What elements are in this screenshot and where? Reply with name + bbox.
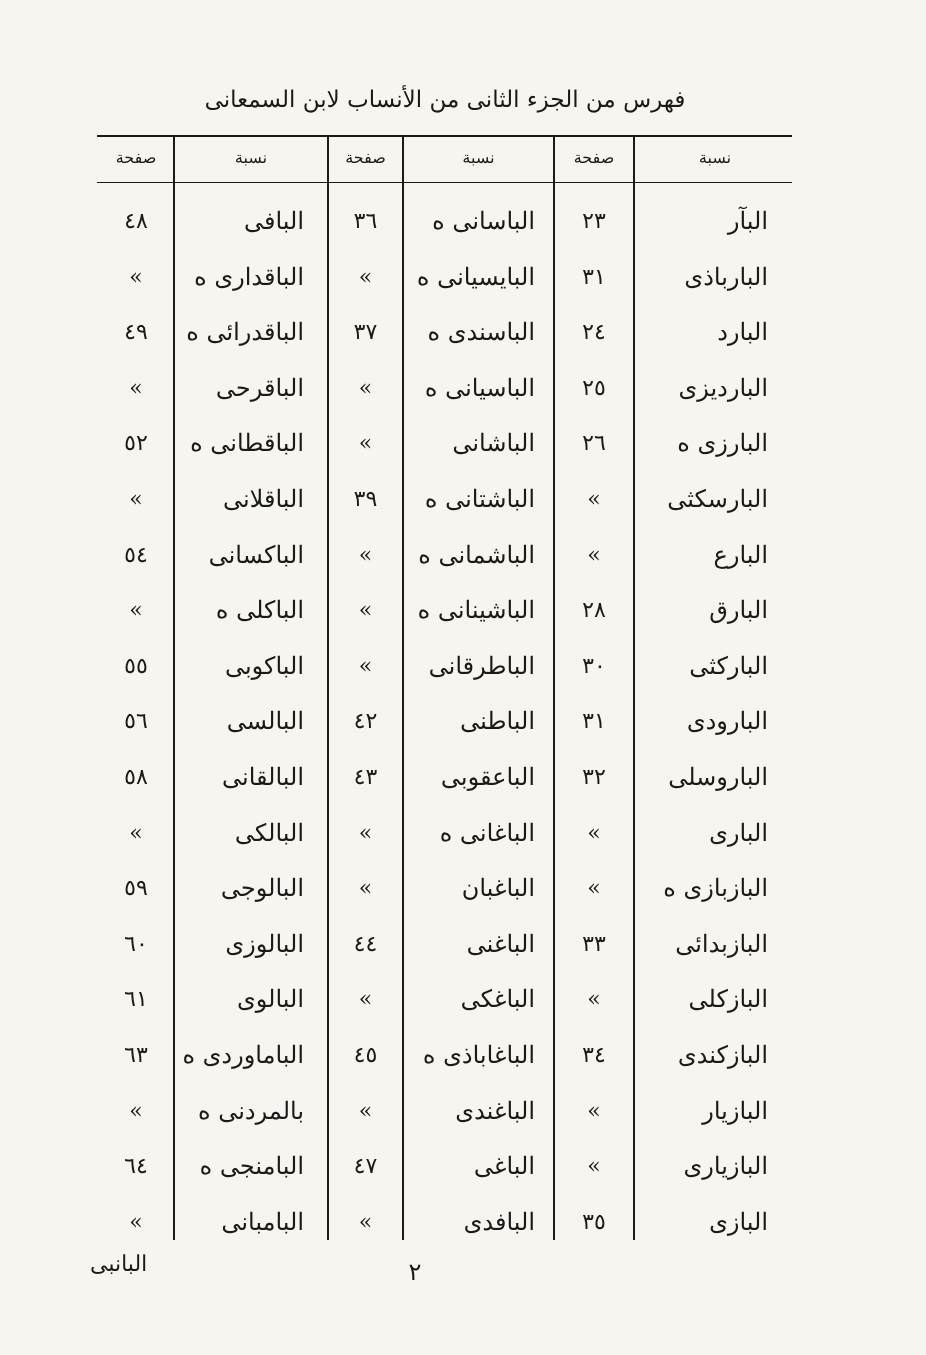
table-row	[0, 1028, 926, 1084]
table-row	[0, 361, 926, 417]
page-cell: ٢٤	[582, 320, 606, 346]
page-cell: ٤٧	[353, 1154, 378, 1180]
nisba-cell: البارع	[713, 540, 768, 569]
page-cell: ٣٥	[582, 1209, 606, 1235]
page-cell: »	[358, 1209, 373, 1235]
nisba-cell: الباسندى ه	[427, 318, 535, 347]
page-cell: ٣٠	[582, 653, 606, 679]
page-cell: »	[129, 486, 143, 512]
page-cell: ٤٩	[124, 320, 148, 346]
nisba-cell: الباسيانى ه	[424, 373, 535, 402]
page-cell: ٥٥	[124, 653, 148, 679]
header-safha-col3: صفحة	[115, 148, 157, 167]
page-cell: ٢٥	[582, 375, 606, 401]
header-nisba-col3: نسبة	[234, 148, 268, 167]
nisba-cell: البافدى	[463, 1207, 535, 1236]
page-cell: »	[129, 1098, 143, 1124]
page-cell: ٤٢	[353, 709, 378, 735]
nisba-cell: البازيار	[702, 1096, 768, 1125]
nisba-cell: الباكسانى	[208, 540, 304, 569]
header-safha-col1: صفحة	[573, 148, 615, 167]
nisba-cell: البارق	[709, 596, 768, 625]
nisba-cell: الباغبان	[461, 874, 535, 903]
page-cell: ٣١	[582, 264, 606, 290]
nisba-cell: الباغانى ه	[439, 818, 535, 847]
page-cell: ٣٧	[353, 320, 378, 346]
page-cell: »	[358, 653, 373, 679]
nisba-cell: الباقلانى	[222, 484, 304, 513]
page-cell: ٢٨	[582, 598, 606, 624]
nisba-cell: الباسانى ه	[432, 207, 535, 235]
header-nisba-col1: نسبة	[698, 148, 732, 167]
page-cell: ٦١	[124, 987, 148, 1013]
nisba-cell: البازكندى	[677, 1040, 768, 1069]
table-row	[0, 694, 926, 750]
nisba-cell: الباطنى	[460, 707, 535, 736]
page-cell: ٦٠	[124, 931, 148, 957]
page-cell: »	[587, 486, 601, 512]
table-row	[0, 861, 926, 917]
nisba-cell: الباغى	[473, 1152, 535, 1181]
page-cell: »	[129, 598, 143, 624]
nisba-cell: الباكلى ه	[215, 596, 304, 625]
page-cell: ٤٤	[353, 931, 378, 957]
page-cell: ٣١	[582, 709, 606, 735]
page-cell: ٤٣	[353, 764, 378, 790]
nisba-cell: البالوى	[236, 985, 304, 1014]
page-cell: »	[587, 542, 601, 568]
nisba-cell: الباشمانى ه	[418, 540, 535, 569]
nisba-cell: البازكلى	[688, 985, 768, 1014]
nisba-cell: الباشينانى ه	[417, 596, 535, 625]
nisba-cell: البازبدائى	[675, 929, 768, 958]
nisba-cell: البازبازى ه	[663, 874, 768, 903]
page-cell: ٥٤	[124, 542, 148, 568]
nisba-cell: الباقطانى ه	[190, 429, 304, 458]
page-cell: ٢٣	[582, 209, 606, 234]
nisba-cell: البازيارى	[683, 1152, 768, 1181]
nisba-cell: البارديزى	[678, 373, 768, 402]
table-row	[0, 416, 926, 472]
table-row	[0, 1195, 926, 1251]
page-cell: ٤٥	[353, 1042, 378, 1068]
table-row	[0, 1139, 926, 1195]
header-top-rule	[97, 135, 792, 137]
nisba-cell: البالسى	[226, 707, 304, 736]
table-row	[0, 917, 926, 973]
page-cell: ٤٨	[124, 209, 148, 234]
nisba-cell: الباقرحى	[215, 373, 304, 402]
catchword: البانبى	[90, 1252, 148, 1277]
header-bottom-rule	[97, 182, 792, 183]
page-number: ٢	[408, 1258, 422, 1286]
nisba-cell: بالمردنى ه	[198, 1096, 304, 1125]
table-row	[0, 305, 926, 361]
nisba-cell: الباغكى	[460, 985, 535, 1014]
nisba-cell: البازى	[709, 1207, 768, 1236]
page-cell: ٢٦	[582, 431, 606, 457]
header-nisba-col2: نسبة	[462, 148, 495, 167]
page-cell: »	[129, 264, 143, 290]
nisba-cell: الباقدرائى ه	[186, 318, 304, 347]
page-cell: »	[587, 876, 601, 902]
nisba-cell: الباغاباذى ه	[422, 1040, 535, 1069]
page-cell: ٣٣	[582, 931, 606, 957]
nisba-cell: الباماوردى ه	[182, 1040, 304, 1069]
table-row	[0, 750, 926, 806]
table-row	[0, 806, 926, 862]
page-cell: »	[358, 375, 373, 401]
page-cell: »	[129, 1209, 143, 1235]
nisba-cell: الباغنى	[466, 929, 535, 958]
nisba-cell: البارباذى	[684, 262, 768, 291]
index-table	[0, 194, 926, 1250]
nisba-cell: الباطرقانى	[428, 651, 535, 680]
page-cell: »	[587, 820, 601, 846]
nisba-cell: البارد	[717, 318, 768, 347]
page-title: فهرس من الجزء الثانى من الأنساب لابن السمعانى	[204, 87, 686, 113]
page-cell: »	[587, 1098, 601, 1124]
nisba-cell: الباقدارى ه	[194, 262, 304, 291]
nisba-cell: الباشتانى ه	[424, 484, 535, 513]
page-cell: ٦٤	[124, 1154, 148, 1180]
page-cell: ٥٦	[124, 709, 148, 735]
page-cell: »	[358, 598, 373, 624]
page-cell: »	[358, 987, 373, 1013]
table-row	[0, 472, 926, 528]
table-row	[0, 528, 926, 584]
page-cell: »	[358, 264, 373, 290]
page-cell: »	[358, 820, 373, 846]
page-cell: ٥٩	[124, 876, 148, 902]
page-cell: »	[587, 987, 601, 1013]
nisba-cell: البالوزى	[225, 929, 304, 958]
page-cell: »	[358, 542, 373, 568]
nisba-cell: البارسكثى	[667, 484, 768, 513]
table-row	[0, 972, 926, 1028]
page-cell: »	[587, 1154, 601, 1180]
table-row	[0, 583, 926, 639]
nisba-cell: البالقانى	[222, 762, 304, 791]
page-cell: ٣٦	[353, 209, 378, 234]
page-cell: »	[358, 876, 373, 902]
page-cell: ٥٢	[124, 431, 148, 457]
nisba-cell: البامنجى ه	[199, 1152, 304, 1181]
nisba-cell: البارزى ه	[677, 429, 768, 458]
nisba-cell: الباكوبى	[224, 651, 304, 680]
table-row	[0, 1084, 926, 1140]
page-cell: ٣٩	[353, 486, 378, 512]
nisba-cell: البامبانى	[221, 1207, 304, 1236]
page-cell: »	[358, 1098, 373, 1124]
page-cell: ٦٣	[124, 1042, 148, 1068]
page-cell: ٥٨	[124, 764, 148, 790]
nisba-cell: البارى	[709, 818, 768, 847]
page-cell: »	[129, 820, 143, 846]
table-row	[0, 250, 926, 306]
page-cell: ٣٢	[582, 764, 606, 790]
nisba-cell: البافى	[243, 207, 304, 235]
nisba-cell: الباروسلى	[668, 762, 768, 791]
header-safha-col2: صفحة	[345, 148, 386, 167]
page-cell: ٣٤	[582, 1042, 606, 1068]
table-row	[0, 639, 926, 695]
nisba-cell: الباشانى	[452, 429, 535, 458]
nisba-cell: الباعقوبى	[440, 762, 535, 791]
nisba-cell: البآر	[727, 207, 768, 235]
nisba-cell: البالوجى	[220, 874, 304, 903]
page-cell: »	[129, 375, 143, 401]
nisba-cell: البارودى	[686, 707, 768, 736]
table-row	[0, 194, 926, 250]
nisba-cell: الباركثى	[689, 651, 768, 680]
nisba-cell: الباغندى	[455, 1096, 535, 1125]
nisba-cell: البايسيانى ه	[416, 262, 535, 291]
page-cell: »	[358, 431, 373, 457]
nisba-cell: البالكى	[234, 818, 304, 847]
